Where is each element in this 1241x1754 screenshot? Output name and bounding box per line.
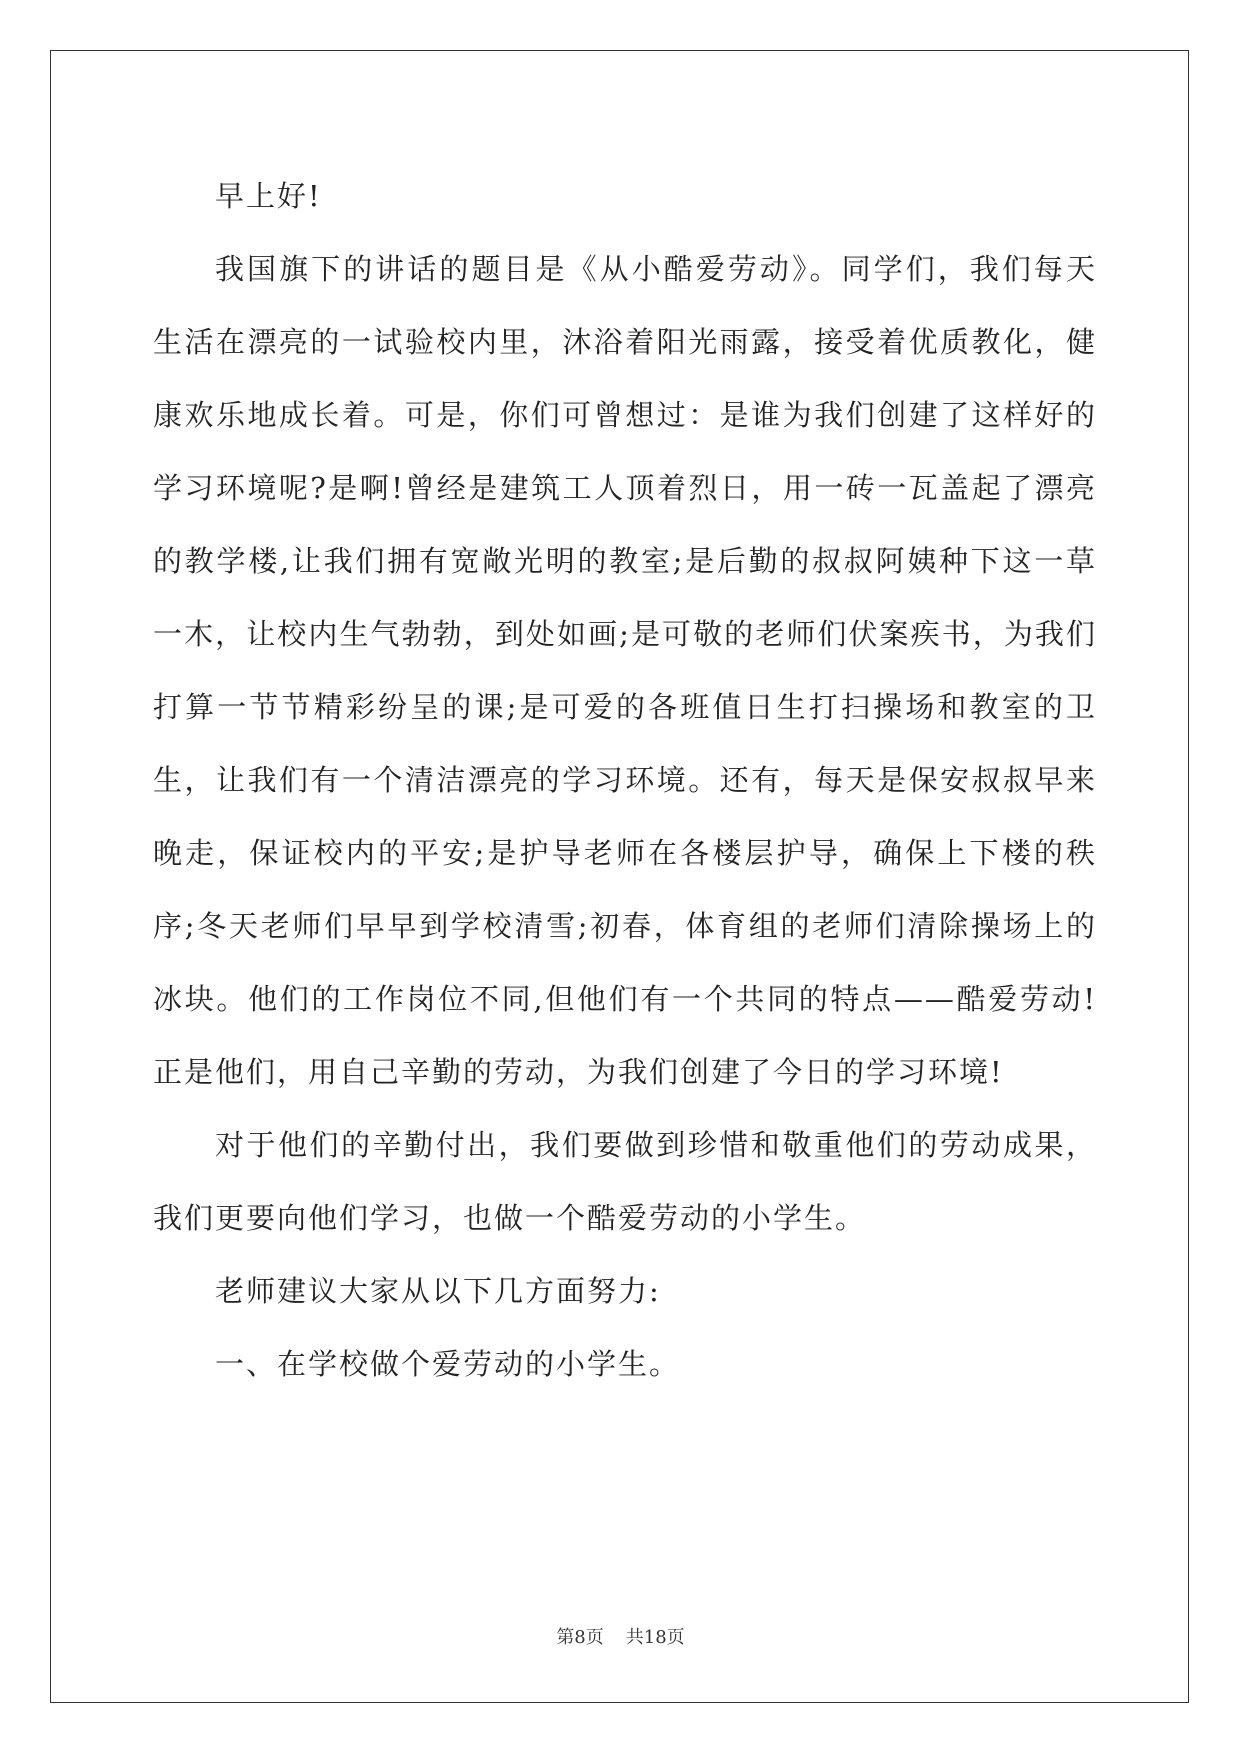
greeting-paragraph: 早上好!	[215, 179, 322, 213]
page-total: 共18页	[625, 1627, 685, 1648]
suggestion-intro-paragraph: 老师建议大家从以下几方面努力:	[215, 1274, 661, 1308]
page-footer	[0, 1623, 1241, 1649]
document-body	[153, 160, 1097, 1401]
suggestion-item-1: 一、在学校做个爱劳动的小学生。	[215, 1347, 681, 1381]
page-number: 第8页	[556, 1627, 604, 1648]
main-paragraph: 我国旗下的讲话的题目是《从小酷爱劳动》。同学们，我们每天生活在漂亮的一试验校内里，沐浴着阳光雨露，接受着优质教化，健康欢乐地成长着。可是，你们可曾想过：是谁为我们创建了这样好的学习环境呢?是啊!曾经是建筑工人顶着烈日，用一砖一瓦盖起了漂亮的教学楼,让我们拥有宽敞光明的教室;是后勤的叔叔阿姨种下这一草一木，让校内生气勃勃，到处如画;是可敬的老师们伏案疾书，为我们打算一节节精彩纷呈的课;是可爱的各班值日生打扫操场和教室的卫生，让我们有一个清洁漂亮的学习环境。还有，每天是保安叔叔早来晚走，保证校内的平安;是护导老师在各楼层护导，确保上下楼的秩序;冬天老师们早早到学校清雪;初春，体育组的老师们清除操场上的冰块。他们的工作岗位不同,但他们有一个共同的特点——酷爱劳动!正是他们，用自己辛勤的劳动，为我们创建了今日的学习环境!	[153, 252, 1097, 1089]
appreciation-paragraph: 对于他们的辛勤付出，我们要做到珍惜和敬重他们的劳动成果，我们更要向他们学习，也做一个酷爱劳动的小学生。	[153, 1128, 1097, 1235]
